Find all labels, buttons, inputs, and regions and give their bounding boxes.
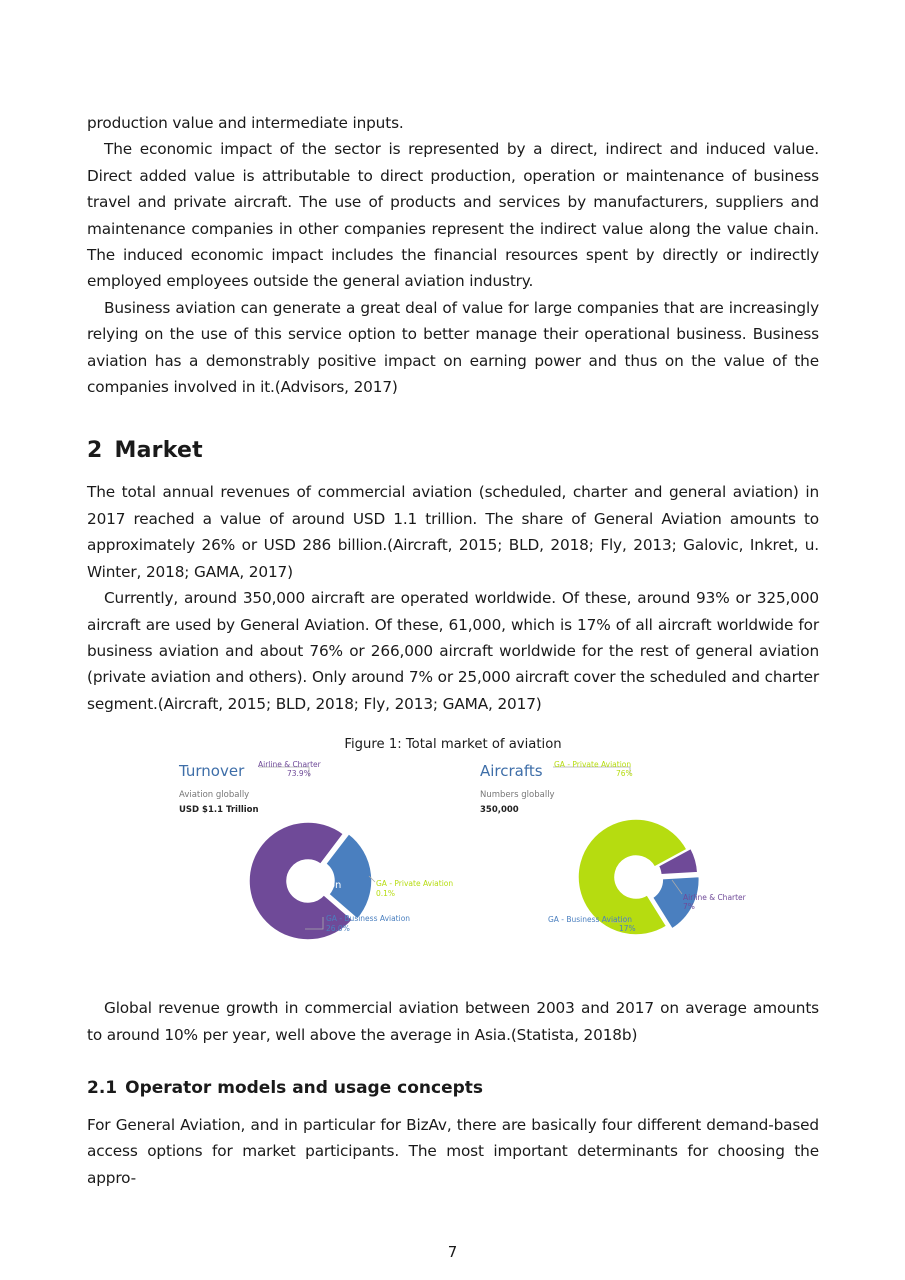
page-body [87,110,819,1191]
aircrafts-label-private: GA - Private Aviation [554,760,632,770]
turnover-title: Turnover [179,762,245,781]
figure-caption: Figure 1: Total market of aviation [344,737,562,753]
turnover-label-private: GA - Private Aviation [376,879,454,889]
aircrafts-label-business: GA - Business Aviation [547,915,632,925]
aircrafts-value-private: 76% [616,769,633,779]
turnover-center-label: 286 Billion [288,880,342,892]
subsection-title: Operator models and usage concepts [125,1077,484,1098]
aircrafts-total: 350,000 [480,805,519,816]
aircrafts-center-label: 61,000 [616,879,652,891]
turnover-chart [175,759,465,949]
turnover-value-airline: 73.9% [287,769,311,779]
turnover-total: USD $1.1 Trillion [179,805,259,816]
page-number: 7 [447,1243,458,1261]
section-title: Market [114,438,203,464]
paragraph-3: Business aviation can generate a great deal of value for large companies that are increasingly relying on the use of this service option to better manage their operational business. Business aviation has a demonstrably positive impact on earning power and thus on the value of the companies involved in it.(Advisors, 2017) [87,298,819,397]
paragraph-5: Currently, around 350,000 aircraft are operated worldwide. Of these, around 93% or 325,000 aircraft are used by General Aviation. Of these, 61,000, which is 17% of all aircraft worldwide for business aviation and about 76% or 266,000 aircraft worldwide for the rest of general aviation (private aviation and others). Only around 7% or 25,000 aircraft cover the scheduled and charter segment.(Aircraft, 2015; BLD, 2018; Fly, 2013; GAMA, 2017) [87,589,819,713]
paragraph-6: Global revenue growth in commercial aviation between 2003 and 2017 on average amounts to around 10% per year, well above the average in Asia.(Statista, 2018b) [87,999,819,1044]
paragraph-2: The economic impact of the sector is represented by a direct, indirect and induced value. Direct added value is attributable to direct production, operation or maintenance of business travel and private aircraft. The use of products and services by manufacturers, suppliers and maintenance companies in other companies represent the indirect value along the value chain. The induced economic impact includes the financial resources spent by directly or indirectly employed employees outside the general aviation industry. [87,140,819,291]
aircrafts-chart [474,759,754,949]
turnover-label-business: GA - Business Aviation [326,914,411,924]
paragraph-7: For General Aviation, and in particular for BizAv, there are basically four different demand-based access options for market participants. The most important determinants for choosing the appro- [87,1115,819,1187]
aircrafts-value-airline: 7% [683,902,695,912]
turnover-value-business: 26.0% [326,924,350,934]
aircrafts-label-airline: Airline & Charter [683,893,746,903]
paragraph-4: The total annual revenues of commercial aviation (scheduled, charter and general aviation) in 2017 reached a value of around USD 1.1 trillion. The share of General Aviation amounts to approximately 26% or USD 286 billion.(Aircraft, 2015; BLD, 2018; Fly, 2013; Galovic, Inkret, u. Winter, 2018; GAMA, 2017) [87,483,819,581]
turnover-subtitle: Aviation globally [179,790,250,801]
aircrafts-value-business: 17% [619,924,636,934]
paragraph-1: production value and intermediate inputs. [87,114,404,132]
aircrafts-title: Aircrafts [480,762,543,781]
subsection-number: 2.1 [87,1077,118,1098]
aircrafts-subtitle: Numbers globally [480,790,555,801]
section-heading [87,438,819,463]
turnover-value-private: 0.1% [376,889,396,899]
subsection-heading [87,1078,819,1098]
section-number: 2 [87,438,103,464]
turnover-label-airline: Airline & Charter [258,760,321,770]
figure-1 [87,737,819,973]
